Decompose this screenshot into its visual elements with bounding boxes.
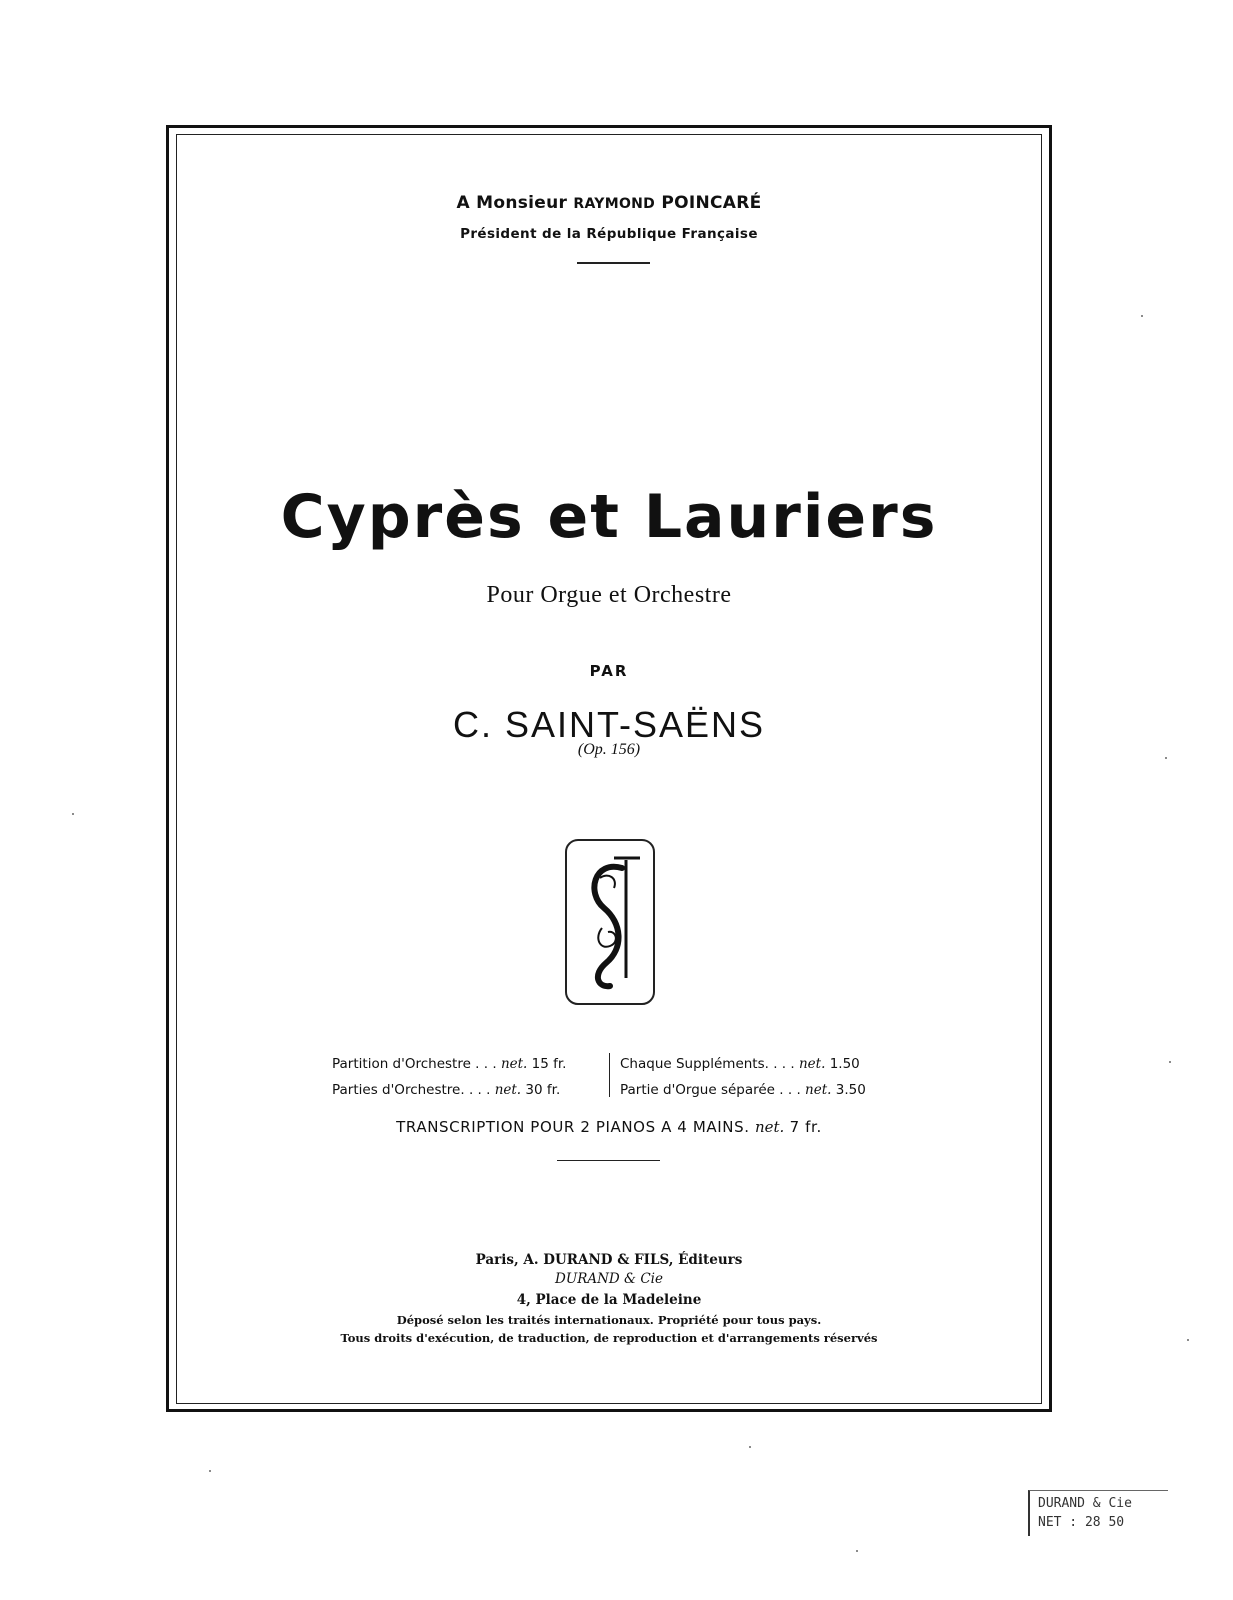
paper-speck xyxy=(1169,1061,1171,1063)
price-column-divider xyxy=(609,1053,610,1097)
paper-speck xyxy=(856,1550,858,1552)
paper-speck xyxy=(1187,1339,1189,1341)
page-title: Cyprès et Lauriers xyxy=(280,482,938,552)
publisher-line: Paris, A. DURAND & FILS, Éditeurs xyxy=(475,1252,743,1268)
transcription-price: 7 fr. xyxy=(789,1118,822,1136)
dedication-last-name: POINCARÉ xyxy=(655,193,762,213)
stamp-line-2: NET : 28 50 xyxy=(1038,1515,1125,1530)
price-stamp xyxy=(1028,1490,1168,1536)
legal-notice-2: Tous droits d'exécution, de traduction, de reproduction et d'arrangements réservés xyxy=(340,1331,878,1345)
price-label: Partie d'Orgue séparée . . . xyxy=(620,1082,801,1098)
publisher-address: 4, Place de la Madeleine xyxy=(516,1292,702,1308)
publisher-line-2: DURAND & Cie xyxy=(555,1271,663,1287)
stamp-line-1: DURAND & Cie xyxy=(1038,1496,1132,1511)
paper-speck xyxy=(1141,315,1143,317)
price-value: 1.50 xyxy=(829,1056,860,1072)
paper-speck xyxy=(72,813,74,815)
transcription-line xyxy=(166,1118,1052,1136)
price-label: Parties d'Orchestre. . . . xyxy=(332,1082,491,1098)
par-label: PAR xyxy=(589,662,629,680)
transcription-label: TRANSCRIPTION POUR 2 PIANOS A 4 MAINS. xyxy=(396,1118,750,1136)
net-label: net. xyxy=(754,1118,785,1136)
price-value: 30 fr. xyxy=(525,1082,561,1098)
work-subtitle: Pour Orgue et Orchestre xyxy=(486,582,732,608)
price-value: 3.50 xyxy=(835,1082,866,1098)
price-row-supplements xyxy=(620,1056,860,1072)
dedication-first-name: RAYMOND xyxy=(573,196,656,212)
net-label: net. xyxy=(500,1056,528,1072)
paper-speck xyxy=(1165,757,1167,759)
price-value: 15 fr. xyxy=(531,1056,567,1072)
inner-border xyxy=(176,134,1042,1404)
paper-speck xyxy=(749,1446,751,1448)
price-row-orgue xyxy=(620,1082,866,1098)
net-label: net. xyxy=(798,1056,826,1072)
price-label: Chaque Suppléments. . . . xyxy=(620,1056,795,1072)
legal-notice-1: Déposé selon les traités internationaux. Propriété pour tous pays. xyxy=(396,1313,822,1327)
price-label: Partition d'Orchestre . . . xyxy=(332,1056,497,1072)
net-label: net. xyxy=(494,1082,522,1098)
dedication-line xyxy=(166,193,1052,213)
paper-speck xyxy=(209,1470,211,1472)
composer-name: C. SAINT-SAËNS xyxy=(452,704,766,745)
divider-rule xyxy=(577,262,650,264)
price-row-parties xyxy=(332,1082,560,1098)
opus-number: (Op. 156) xyxy=(577,741,641,758)
divider-rule xyxy=(557,1160,660,1161)
dedication-subtitle: Président de la République Française xyxy=(460,226,758,242)
dedication-prefix: A Monsieur xyxy=(456,193,574,213)
net-label: net. xyxy=(805,1082,832,1098)
price-row-partition xyxy=(332,1056,566,1072)
cs-monogram-icon xyxy=(564,838,656,1006)
